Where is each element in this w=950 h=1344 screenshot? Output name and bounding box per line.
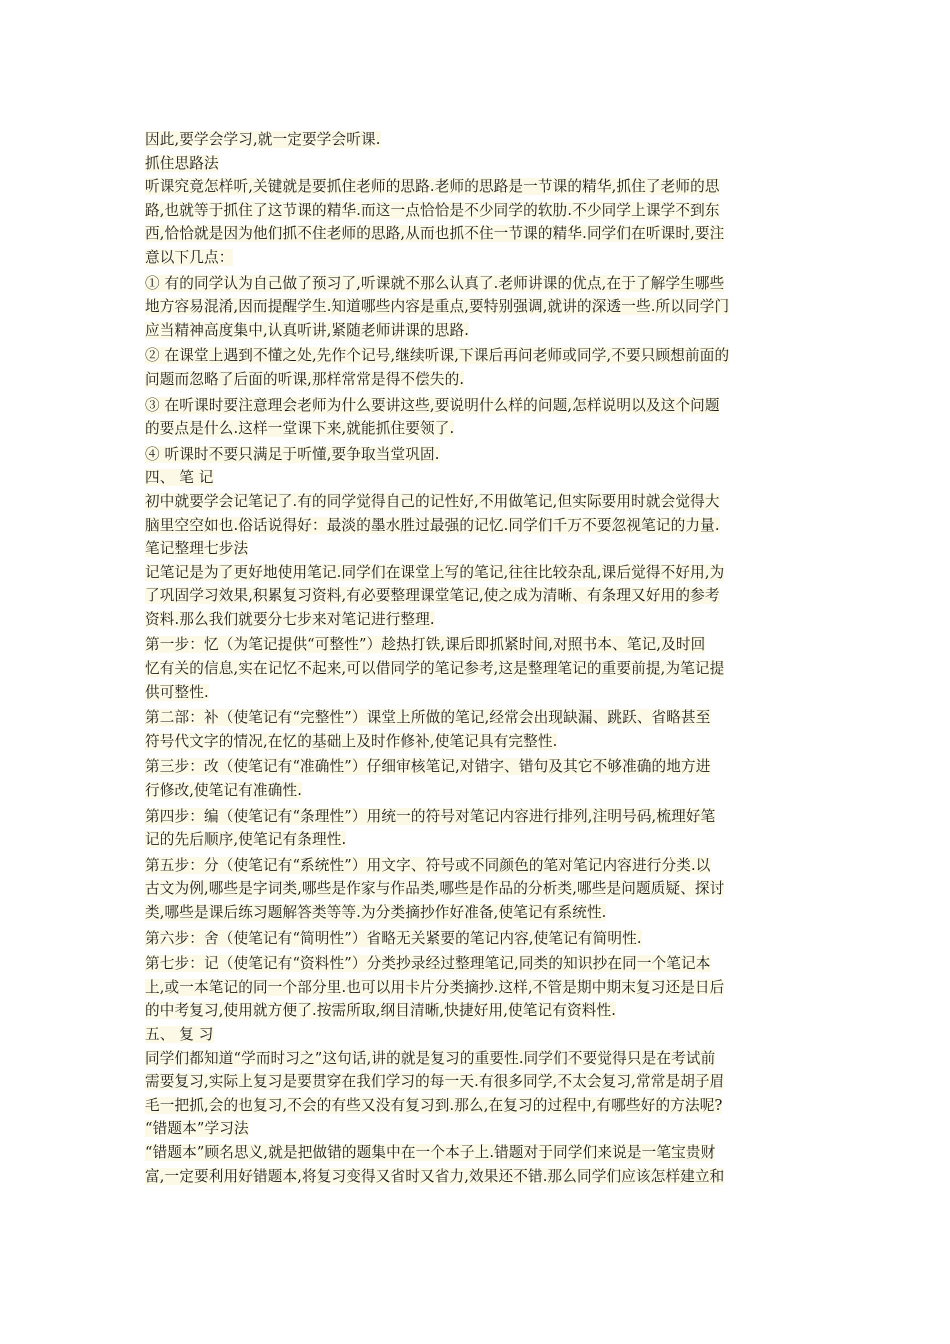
text-line: 意以下几点： xyxy=(145,248,234,266)
list-item: 第三步：改（使笔记有“准确性”）仔细审核笔记,对错字、错句及其它不够准确的地方进 xyxy=(145,758,711,776)
text-line: 了巩固学习效果,积累复习资料,有必要整理课堂笔记,使之成为清晰、有条理又好用的参考 xyxy=(145,587,720,605)
text-line: 记笔记是为了更好地使用笔记.同学们在课堂上写的笔记,往往比较杂乱,课后觉得不好用,为 xyxy=(145,563,725,581)
text-line: 西,恰恰就是因为他们抓不住老师的思路,从而也抓不住一节课的精华.同学们在听课时,要注 xyxy=(145,225,725,243)
text-line: 脑里空空如也.俗话说得好：最淡的墨水胜过最强的记忆.同学们千万不要忽视笔记的力量. xyxy=(145,516,720,534)
text-line: 记的先后顺序,使笔记有条理性. xyxy=(145,831,347,849)
list-item: ② 在课堂上遇到不懂之处,先作个记号,继续听课,下课后再问老师或同学,不要只顾想前面的 xyxy=(145,347,730,365)
list-item: 第六步：舍（使笔记有“简明性”）省略无关紧要的笔记内容,使笔记有简明性. xyxy=(145,929,642,947)
text-line: 同学们都知道“学而时习之”这句话,讲的就是复习的重要性.同学们不要觉得只是在考试前 xyxy=(145,1049,716,1067)
text-line: 问题而忽略了后面的听课,那样常常是得不偿失的. xyxy=(145,370,465,388)
text-line: 的要点是什么.这样一堂课下来,就能抓住要领了. xyxy=(145,420,455,438)
document-body xyxy=(145,128,815,1188)
list-item: 第二部：补（使笔记有“完整性”）课堂上所做的笔记,经常会出现缺漏、跳跃、省略甚至 xyxy=(145,709,711,727)
text-line: 上,或一本笔记的同一个部分里.也可以用卡片分类摘抄.这样,不管是期中期末复习还是日后 xyxy=(145,978,725,996)
section-heading: 笔记整理七步法 xyxy=(145,540,249,558)
text-line: 听课究竟怎样听,关键就是要抓住老师的思路.老师的思路是一节课的精华,抓住了老师的思 xyxy=(145,178,720,196)
text-line: 行修改,使笔记有准确性. xyxy=(145,782,303,800)
text-line: 类,哪些是课后练习题解答类等等.为分类摘抄作好准备,使笔记有系统性. xyxy=(145,904,607,921)
list-item: ① 有的同学认为自己做了预习了,听课就不那么认真了.老师讲课的优点,在于了解学生哪些 xyxy=(145,274,725,292)
list-item: ④ 听课时不要只满足于听懂,要争取当堂巩固. xyxy=(145,445,440,463)
list-item: ③ 在听课时要注意理会老师为什么要讲这些,要说明什么样的问题,怎样说明以及这个问题 xyxy=(145,396,720,414)
section-heading: 五、 复 习 xyxy=(145,1025,214,1043)
list-item: 第四步：编（使笔记有“条理性”）用统一的符号对笔记内容进行排列,注明号码,梳理好笔 xyxy=(145,807,716,825)
section-heading: “错题本”学习法 xyxy=(145,1120,249,1138)
text-line: 富,一定要利用好错题本,将复习变得又省时又省力,效果还不错.那么同学们应该怎样建立和 xyxy=(145,1167,725,1185)
list-item: 第五步：分（使笔记有“系统性”）用文字、符号或不同颜色的笔对笔记内容进行分类.以 xyxy=(145,856,711,874)
text-line: 符号代文字的情况,在忆的基础上及时作修补,使笔记具有完整性. xyxy=(145,732,558,750)
section-heading: 四、 笔 记 xyxy=(145,469,214,487)
text-line: 应当精神高度集中,认真听讲,紧随老师讲课的思路. xyxy=(145,321,469,339)
text-line: “错题本”顾名思义,就是把做错的题集中在一个本子上.错题对于同学们来说是一笔宝贵财 xyxy=(145,1143,716,1161)
text-line: 因此,要学会学习,就一定要学会听课. xyxy=(145,131,381,148)
text-line: 地方容易混淆,因而提醒学生.知道哪些内容是重点,要特别强调,就讲的深透一些.所以同学门 xyxy=(145,298,730,316)
text-line: 的中考复习,使用就方便了.按需所取,纲目清晰,快捷好用,使笔记有资料性. xyxy=(145,1002,617,1020)
text-line: 需要复习,实际上复习是要贯穿在我们学习的每一天.有很多同学,不太会复习,常常是胡子眉 xyxy=(145,1073,725,1091)
text-line: 供可整性. xyxy=(145,683,209,701)
text-line: 毛一把抓,会的也复习,不会的有些又没有复习到.那么,在复习的过程中,有哪些好的方法呢? xyxy=(145,1096,723,1114)
text-line: 初中就要学会记笔记了.有的同学觉得自己的记性好,不用做笔记,但实际要用时就会觉得大 xyxy=(145,492,720,510)
list-item: 第一步：忆（为笔记提供“可整性”）趁热打铁,课后即抓紧时间,对照书本、笔记,及时回 xyxy=(145,636,706,654)
text-line: 古文为例,哪些是字词类,哪些是作家与作品类,哪些是作品的分析类,哪些是问题质疑、探讨 xyxy=(145,880,725,898)
text-line: 忆有关的信息,实在记忆不起来,可以借同学的笔记参考,这是整理笔记的重要前提,为笔记提 xyxy=(145,660,725,678)
list-item: 第七步：记（使笔记有“资料性”）分类抄录经过整理笔记,同类的知识抄在同一个笔记本 xyxy=(145,955,711,973)
text-line: 路,也就等于抓住了这节课的精华.而这一点恰恰是不少同学的软肋.不少同学上课学不到东 xyxy=(145,201,720,219)
text-line: 资料.那么我们就要分七步来对笔记进行整理. xyxy=(145,610,435,628)
section-heading: 抓住思路法 xyxy=(145,154,219,172)
